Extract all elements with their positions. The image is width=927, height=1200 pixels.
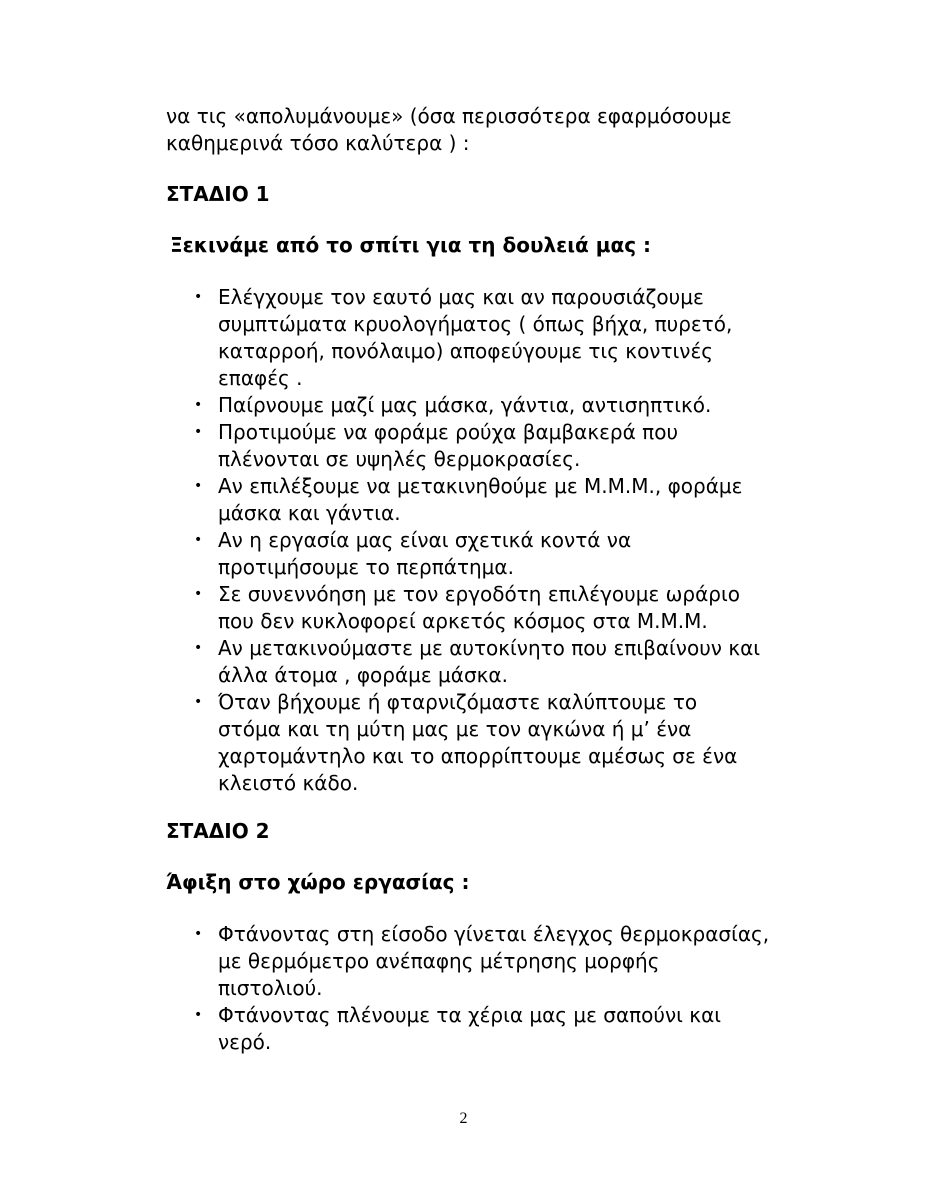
stage2-list-item-text: πιστολιού.	[218, 976, 323, 1000]
stage2-list-item-text: Φτάνοντας πλένουμε τα χέρια μας με σαπούνι και	[218, 1003, 722, 1027]
stage2-bullet-list	[166, 921, 786, 1056]
stage1-list-item	[166, 473, 786, 527]
stage1-list-item-text: Αν επιλέξουμε να μετακινηθούμε με Μ.Μ.Μ., φοράμε	[218, 474, 743, 498]
stage2-list-item-text: Φτάνοντας στη είσοδο γίνεται έλεγχος θερμοκρασίας,	[218, 922, 770, 946]
bullet-icon: •	[194, 289, 203, 305]
stage1-bullet-list	[166, 284, 786, 797]
stage1-list-item	[166, 635, 786, 689]
bullet-icon: •	[194, 640, 203, 656]
stage1-heading: ΣΤΑΔΙΟ 1	[166, 182, 270, 206]
stage1-list-item-text: Όταν βήχουμε ή φταρνιζόμαστε καλύπτουμε το	[218, 690, 698, 714]
stage1-list-item	[166, 689, 786, 797]
stage1-list-item	[166, 284, 786, 392]
stage1-list-item	[166, 527, 786, 581]
bullet-icon: •	[194, 532, 203, 548]
stage1-list-item-text: στόμα και τη μύτη μας με τον αγκώνα ή μ’ ένα	[218, 717, 692, 741]
bullet-icon: •	[194, 424, 203, 440]
stage1-list-item-text: Παίρνουμε μαζί μας μάσκα, γάντια, αντισηπτικό.	[218, 393, 712, 417]
stage1-list-item-text: Αν μετακινούμαστε με αυτοκίνητο που επιβαίνουν και	[218, 636, 761, 660]
bullet-icon: •	[194, 586, 203, 602]
stage1-subheading: Ξεκινάμε από το σπίτι για τη δουλειά μας :	[170, 233, 652, 257]
stage1-list-item	[166, 392, 786, 419]
bullet-icon: •	[194, 397, 203, 413]
bullet-icon: •	[194, 694, 203, 710]
stage2-list-item	[166, 921, 786, 1002]
bullet-icon: •	[194, 926, 203, 942]
stage1-list-item-text: Προτιμούμε να φοράμε ρούχα βαμβακερά που	[218, 420, 679, 444]
stage1-list-item-text: Σε συνεννόηση με τον εργοδότη επιλέγουμε ωράριο	[218, 582, 740, 606]
stage2-list-item-text: νερό.	[218, 1030, 272, 1054]
stage1-list-item	[166, 581, 786, 635]
bullet-icon: •	[194, 1007, 203, 1023]
intro-line: να τις «απολυμάνουμε» (όσα περισσότερα εφαρμόσουμε	[166, 104, 732, 128]
stage1-list-item-text: Ελέγχουμε τον εαυτό μας και αν παρουσιάζουμε	[218, 285, 704, 309]
stage1-list-item-text: που δεν κυκλοφορεί αρκετός κόσμος στα Μ.Μ.Μ.	[218, 609, 708, 633]
page-number: 2	[459, 1110, 468, 1127]
document-body	[166, 103, 786, 1056]
bullet-icon: •	[194, 478, 203, 494]
stage1-list-item-text: καταρροή, πονόλαιμο) αποφεύγουμε τις κοντινές	[218, 339, 714, 363]
stage1-list-item-text: πλένονται σε υψηλές θερμοκρασίες.	[218, 447, 581, 471]
stage2-list-item	[166, 1002, 786, 1056]
intro-paragraph	[166, 103, 786, 157]
stage1-list-item-text: χαρτομάντηλο και το απορρίπτουμε αμέσως σε ένα	[218, 744, 738, 768]
intro-line: καθημερινά τόσο καλύτερα ) :	[166, 131, 470, 155]
stage2-list-item-text: με θερμόμετρο ανέπαφης μέτρησης μορφής	[218, 949, 660, 973]
stage2-subheading: Άφιξη στο χώρο εργασίας :	[166, 870, 470, 894]
stage2-heading: ΣΤΑΔΙΟ 2	[166, 819, 270, 843]
stage1-list-item-text: Αν η εργασία μας είναι σχετικά κοντά να	[218, 528, 632, 552]
stage1-list-item-text: προτιμήσουμε το περπάτημα.	[218, 555, 514, 579]
stage1-list-item-text: επαφές .	[218, 366, 303, 390]
stage1-list-item-text: μάσκα και γάντια.	[218, 501, 401, 525]
stage1-list-item-text: κλειστό κάδο.	[218, 771, 359, 795]
stage1-list-item-text: συμπτώματα κρυολογήματος ( όπως βήχα, πυρετό,	[218, 312, 733, 336]
stage1-list-item	[166, 419, 786, 473]
stage1-list-item-text: άλλα άτομα , φοράμε μάσκα.	[218, 663, 508, 687]
